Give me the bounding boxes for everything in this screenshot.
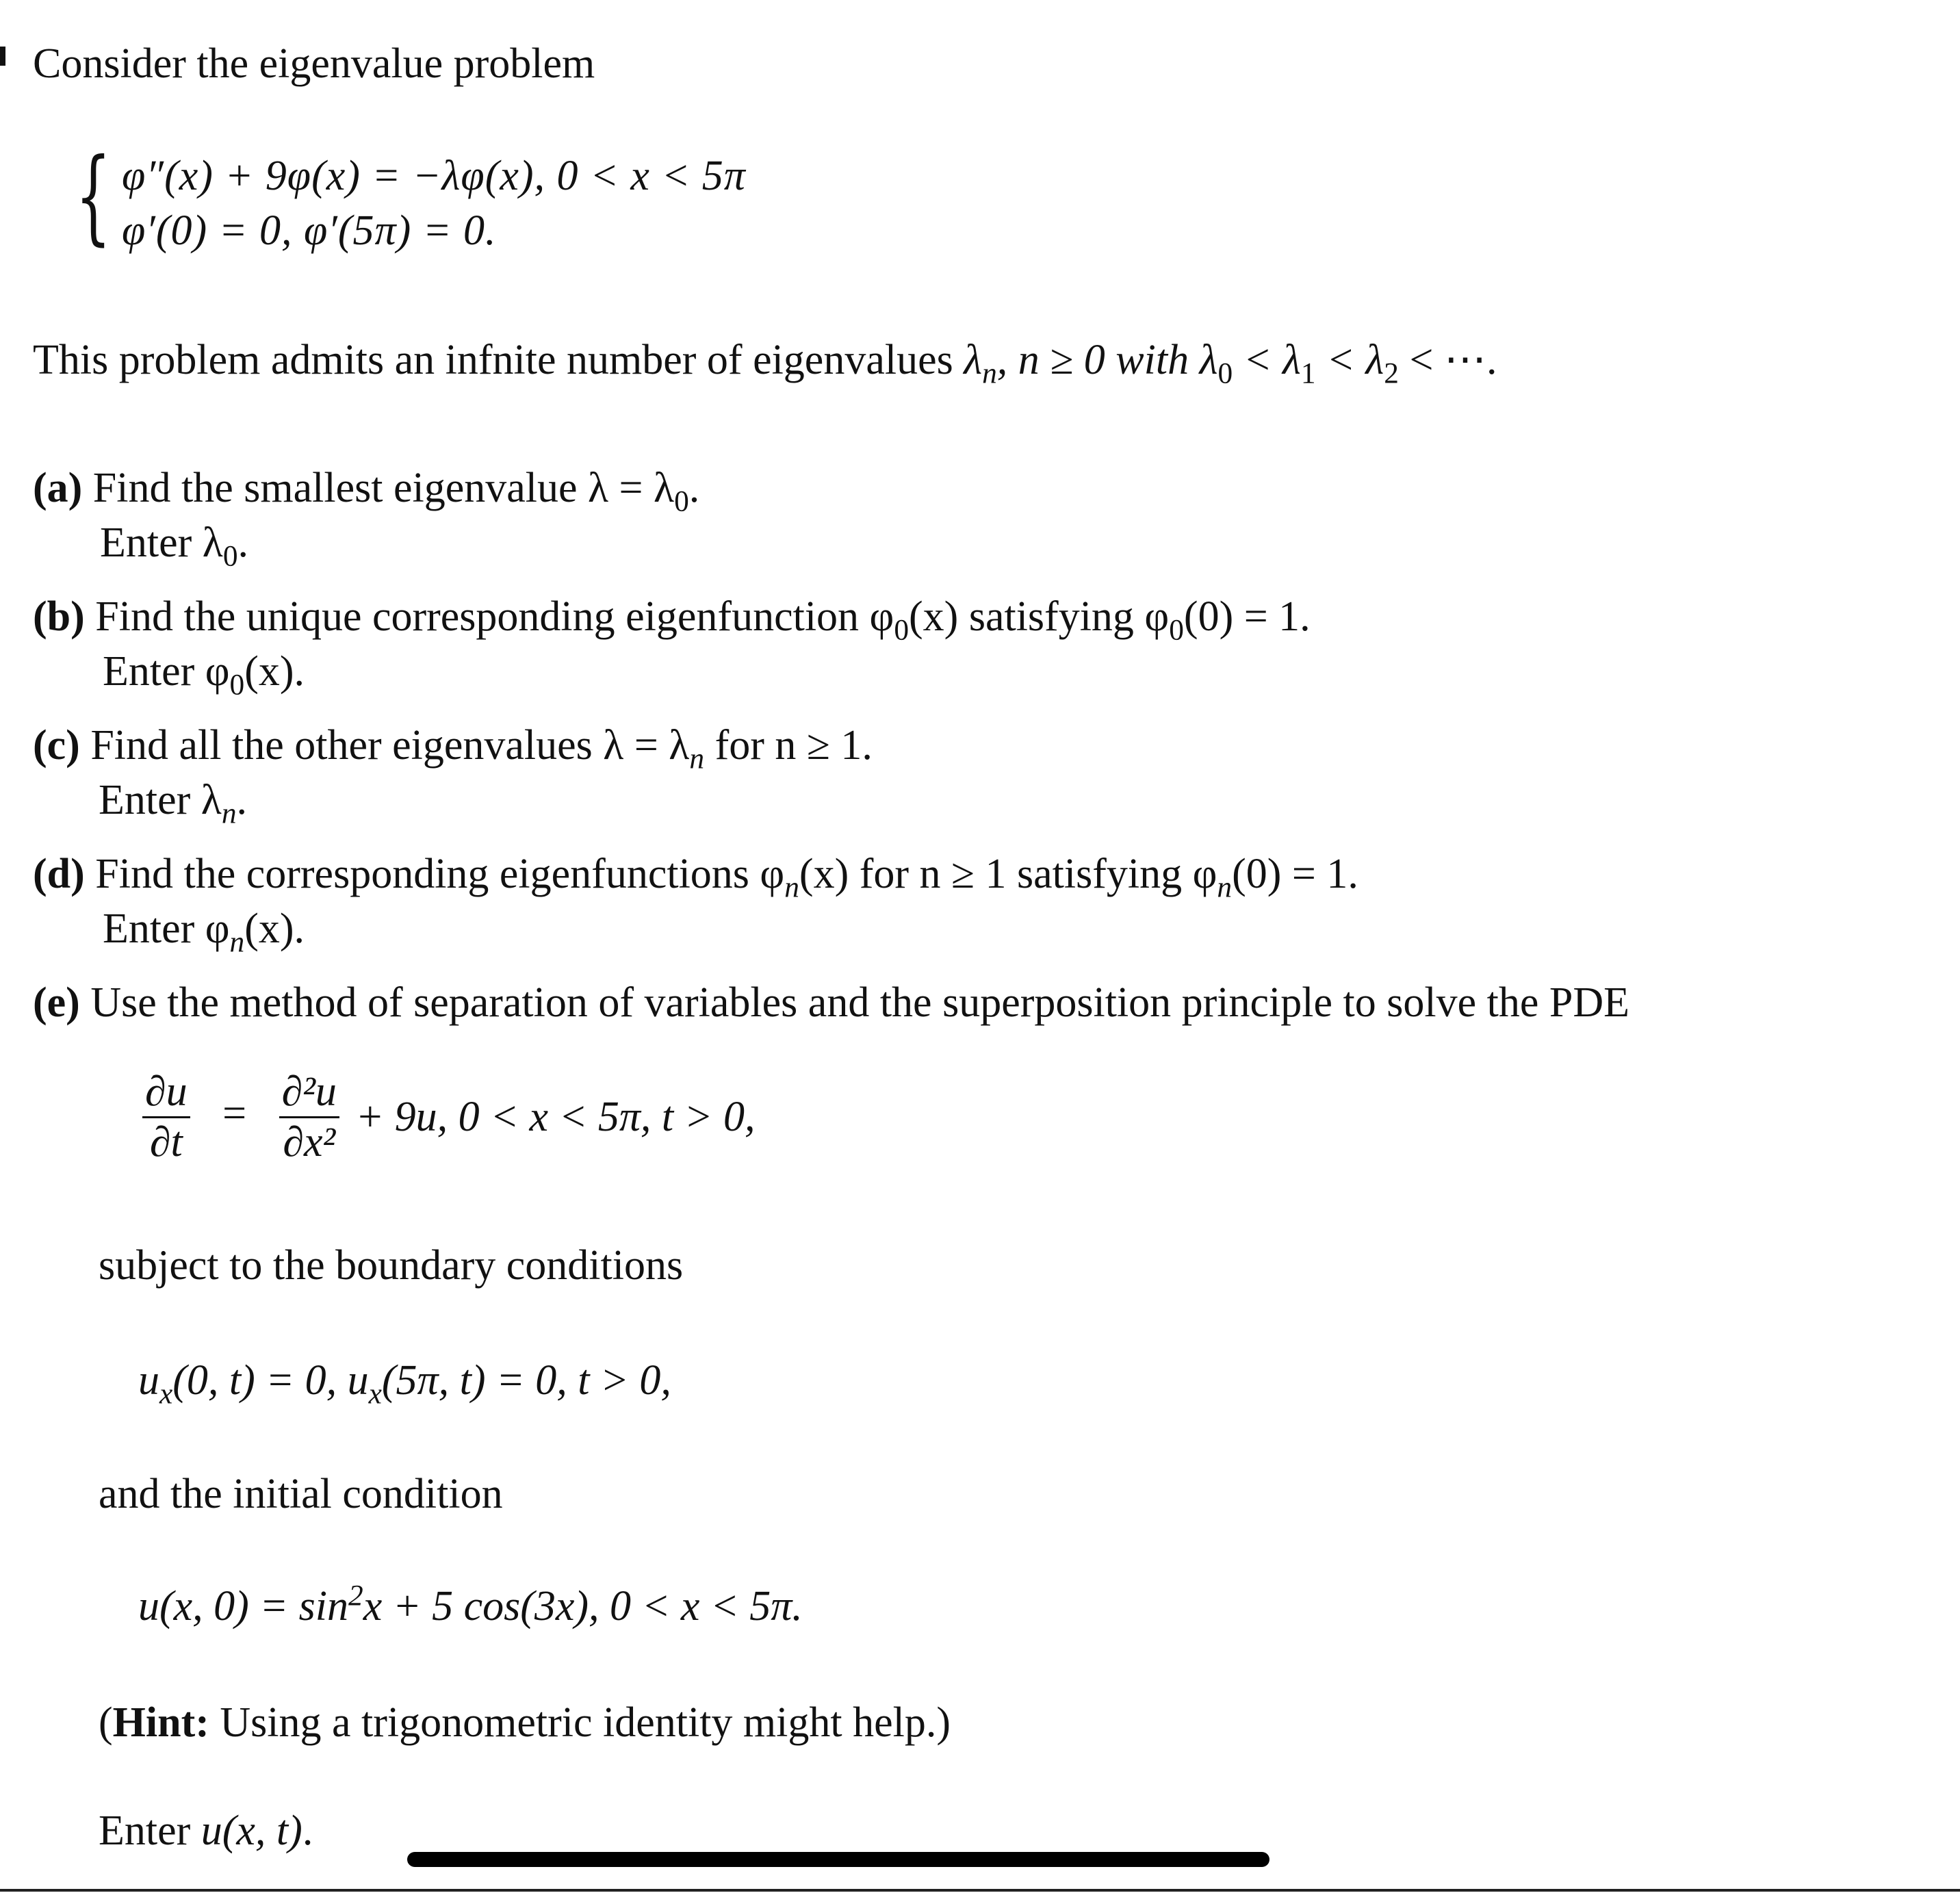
part-c-enter-sub: n bbox=[221, 797, 237, 830]
pde-rhs-den: ∂x² bbox=[283, 1119, 336, 1166]
part-c-enter-end: . bbox=[236, 777, 248, 823]
part-b-label: (b) bbox=[33, 593, 85, 640]
ic-intro-text: and the initial condition bbox=[99, 1471, 503, 1517]
part-c-enter-text: Enter λ bbox=[99, 777, 222, 823]
admits-sub-0: 0 bbox=[1217, 357, 1233, 390]
ic-lhs: u(x, 0) = sin bbox=[138, 1583, 349, 1630]
system-line-1 bbox=[122, 152, 746, 201]
part-c-text: Find all the other eigenvalues λ = λ bbox=[90, 722, 690, 769]
intro-text bbox=[33, 40, 595, 88]
part-d-sub2: n bbox=[1217, 871, 1233, 904]
part-a-text: Find the smallest eigenvalue λ = λ bbox=[92, 465, 675, 511]
part-a-enter-text: Enter λ bbox=[100, 519, 223, 566]
part-d-text: Find the corresponding eigenfunctions φ bbox=[95, 851, 785, 897]
part-b-text: Find the unique corresponding eigenfunction φ bbox=[95, 593, 894, 640]
part-d-enter-text: Enter φ bbox=[103, 905, 230, 952]
part-b-enter-end: (x). bbox=[244, 648, 305, 695]
pde-lhs-num: ∂u bbox=[145, 1068, 188, 1115]
enter-final-end: . bbox=[302, 1807, 313, 1854]
system-line-2 bbox=[122, 207, 497, 255]
part-b bbox=[33, 593, 1311, 647]
admits-sub-2: 2 bbox=[1384, 357, 1399, 390]
admits-sub-n: n bbox=[982, 357, 997, 390]
hint-open: ( bbox=[99, 1699, 113, 1746]
bc-part2: (5π, t) = 0, t > 0, bbox=[381, 1357, 671, 1404]
part-c-sub: n bbox=[689, 742, 705, 775]
part-a-enter-end: . bbox=[237, 519, 249, 566]
enter-final-label: Enter bbox=[99, 1807, 201, 1854]
bc-equation bbox=[138, 1356, 671, 1411]
part-c-end: for n ≥ 1. bbox=[704, 722, 873, 769]
pde-lhs-fraction bbox=[142, 1068, 190, 1167]
part-b-mid: (x) satisfying φ bbox=[909, 593, 1170, 640]
part-d-mid: (x) for n ≥ 1 satisfying φ bbox=[799, 851, 1217, 897]
enter-final bbox=[99, 1807, 313, 1855]
admits-tail: < ⋯. bbox=[1398, 337, 1497, 383]
ic-rhs: x + 5 cos(3x), 0 < x < 5π. bbox=[363, 1583, 803, 1630]
pde-rest: + 9u, 0 < x < 5π, t > 0, bbox=[355, 1094, 756, 1140]
hint bbox=[99, 1699, 951, 1747]
part-e bbox=[33, 979, 1629, 1027]
pde-lhs-den: ∂t bbox=[149, 1119, 183, 1166]
admits-sub-1: 1 bbox=[1300, 357, 1316, 390]
part-d-end: (0) = 1. bbox=[1232, 851, 1358, 897]
hint-text: Using a trigonometric identity might help.) bbox=[209, 1699, 951, 1746]
part-a-label: (a) bbox=[33, 465, 83, 511]
part-d bbox=[33, 850, 1358, 904]
left-brace: { bbox=[75, 137, 112, 256]
left-edge-mark bbox=[0, 47, 5, 66]
enter-final-math: u(x, t) bbox=[201, 1807, 302, 1854]
pde-equals: = bbox=[222, 1090, 247, 1137]
pde-equation bbox=[137, 1068, 756, 1167]
part-e-text: Use the method of separation of variables and the superposition principle to solve the PDE bbox=[90, 979, 1629, 1026]
bc-part1: (0, t) = 0, u bbox=[172, 1357, 369, 1404]
intro-label: Consider the eigenvalue problem bbox=[33, 40, 595, 87]
part-c bbox=[33, 721, 873, 775]
bc-intro-text: subject to the boundary conditions bbox=[99, 1242, 684, 1289]
bc-intro bbox=[99, 1241, 683, 1290]
ic-sup: 2 bbox=[348, 1579, 363, 1612]
ic-equation bbox=[138, 1579, 803, 1631]
part-a bbox=[33, 464, 700, 518]
pde-rhs-num: ∂²u bbox=[281, 1068, 337, 1115]
part-b-enter-sub: 0 bbox=[229, 668, 245, 701]
ic-intro bbox=[99, 1470, 503, 1519]
part-d-label: (d) bbox=[33, 851, 85, 897]
pde-rhs-fraction bbox=[279, 1068, 339, 1167]
part-d-enter-end: (x). bbox=[244, 905, 305, 952]
part-c-label: (c) bbox=[33, 722, 80, 769]
part-b-enter bbox=[103, 647, 305, 701]
part-a-enter-sub: 0 bbox=[222, 539, 238, 573]
admits-text: This problem admits an infnite number of eigenvalues bbox=[33, 337, 964, 383]
hint-bold: Hint: bbox=[112, 1699, 209, 1746]
part-a-enter bbox=[100, 519, 249, 573]
admits-lambda: λ bbox=[964, 337, 983, 383]
part-b-end: (0) = 1. bbox=[1183, 593, 1311, 640]
admits-lt-1: < λ bbox=[1233, 337, 1301, 383]
part-e-label: (e) bbox=[33, 979, 80, 1026]
part-b-enter-text: Enter φ bbox=[103, 648, 230, 695]
admits-rest: , n ≥ 0 with λ bbox=[996, 337, 1218, 383]
part-d-sub: n bbox=[784, 871, 799, 904]
bc-sub2: x bbox=[368, 1377, 382, 1411]
system-line-1-text: φ″(x) + 9φ(x) = −λφ(x), 0 < x < 5π bbox=[122, 153, 746, 199]
part-a-sub: 0 bbox=[674, 485, 689, 518]
part-a-end: . bbox=[688, 465, 700, 511]
bottom-divider bbox=[0, 1889, 1960, 1892]
part-b-sub2: 0 bbox=[1169, 613, 1184, 647]
bc-u1: u bbox=[138, 1357, 159, 1404]
part-b-sub: 0 bbox=[894, 613, 910, 647]
admits-line bbox=[33, 334, 1497, 390]
bc-sub1: x bbox=[159, 1377, 173, 1411]
part-d-enter-sub: n bbox=[229, 925, 245, 959]
admits-lt-2: < λ bbox=[1315, 337, 1384, 383]
home-indicator[interactable] bbox=[407, 1852, 1269, 1867]
system-line-2-text: φ′(0) = 0, φ′(5π) = 0. bbox=[122, 207, 497, 254]
part-d-enter bbox=[103, 905, 305, 959]
part-c-enter bbox=[99, 776, 248, 830]
